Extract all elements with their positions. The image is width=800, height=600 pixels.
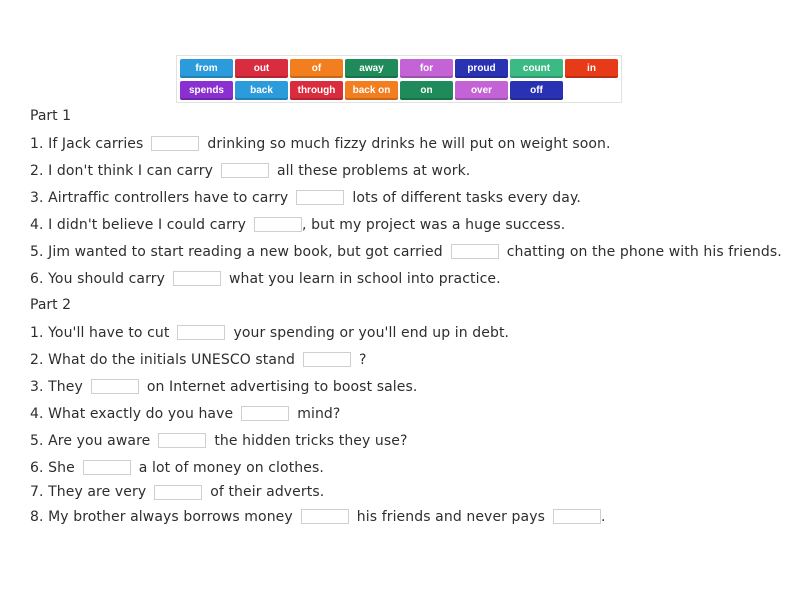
word-tile-back[interactable]: back [235, 81, 288, 100]
sentence-text: 2. What do the initials UNESCO stand [30, 351, 296, 368]
part1-sentence-1 [30, 130, 790, 157]
part2-sentence-5 [30, 427, 790, 454]
answer-gap[interactable] [296, 190, 344, 205]
word-bank [176, 55, 622, 103]
word-tile-count[interactable]: count [510, 59, 563, 78]
sentence-text: on Internet advertising to boost sales. [146, 378, 418, 395]
answer-gap[interactable] [301, 509, 349, 524]
word-tile-on[interactable]: on [400, 81, 453, 100]
sentence-text: 5. Jim wanted to start reading a new book, but got carried [30, 243, 443, 260]
part2-sentence-1 [30, 319, 790, 346]
word-tile-over[interactable]: over [455, 81, 508, 100]
sentence-text: the hidden tricks they use? [214, 432, 408, 449]
sentence-text: 7. They are very [30, 484, 147, 500]
sentence-text: drinking so much fizzy drinks he will put on weight soon. [207, 135, 611, 152]
word-tile-off[interactable]: off [510, 81, 563, 100]
sentence-text: 2. I don't think I can carry [30, 162, 213, 179]
part1-sentence-5 [30, 238, 790, 265]
sentence-text: mind? [297, 405, 341, 422]
word-tile-proud[interactable]: proud [455, 59, 508, 78]
word-tile-of[interactable]: of [290, 59, 343, 78]
part2-sentence-6 [30, 454, 790, 481]
part1-sentence-4 [30, 211, 790, 238]
word-tile-from[interactable]: from [180, 59, 233, 78]
part2-sentence-8 [30, 503, 790, 530]
answer-gap[interactable] [154, 485, 202, 500]
answer-gap[interactable] [303, 352, 351, 367]
answer-gap[interactable] [83, 460, 131, 475]
sentence-text: 1. You'll have to cut [30, 324, 170, 341]
sentence-text: what you learn in school into practice. [228, 270, 501, 287]
word-tile-in[interactable]: in [565, 59, 618, 78]
part1-heading: Part 1 [30, 108, 71, 124]
word-tile-spends[interactable]: spends [180, 81, 233, 100]
sentence-text: 6. She [30, 459, 75, 476]
part1-sentence-2 [30, 157, 790, 184]
sentence-text: 4. I didn't believe I could carry [30, 216, 247, 233]
sentence-text: 5. Are you aware [30, 432, 151, 449]
sentence-text: a lot of money on clothes. [138, 459, 324, 476]
word-tile-back-on[interactable]: back on [345, 81, 398, 100]
sentence-text: 3. Airtraffic controllers have to carry [30, 189, 289, 206]
sentence-text: of their adverts. [210, 484, 325, 500]
exercise-content [30, 103, 790, 530]
part1-sentence-3 [30, 184, 790, 211]
part1-sentence-6 [30, 265, 790, 292]
answer-gap[interactable] [91, 379, 139, 394]
sentence-text: ? [359, 351, 367, 368]
answer-gap[interactable] [158, 433, 206, 448]
word-tile-out[interactable]: out [235, 59, 288, 78]
answer-gap[interactable] [254, 217, 302, 232]
word-tile-through[interactable]: through [290, 81, 343, 100]
sentence-text: all these problems at work. [277, 162, 471, 179]
sentence-text: 4. What exactly do you have [30, 405, 234, 422]
part2-sentence-4 [30, 400, 790, 427]
part2-heading: Part 2 [30, 297, 71, 313]
word-tile-away[interactable]: away [345, 59, 398, 78]
sentence-text: , but my project was a huge success. [302, 216, 566, 233]
sentence-text: 1. If Jack carries [30, 135, 144, 152]
answer-gap[interactable] [221, 163, 269, 178]
answer-gap[interactable] [173, 271, 221, 286]
part2-sentence-3 [30, 373, 790, 400]
sentence-text: 3. They [30, 378, 83, 395]
sentence-text: your spending or you'll end up in debt. [233, 324, 510, 341]
answer-gap[interactable] [451, 244, 499, 259]
sentence-text: his friends and never pays [356, 508, 546, 525]
answer-gap[interactable] [177, 325, 225, 340]
sentence-text: 6. You should carry [30, 270, 165, 287]
sentence-text: lots of different tasks every day. [352, 189, 581, 206]
sentence-text: chatting on the phone with his friends. [506, 243, 782, 260]
answer-gap[interactable] [241, 406, 289, 421]
word-tile-for[interactable]: for [400, 59, 453, 78]
answer-gap[interactable] [553, 509, 601, 524]
sentence-text: 8. My brother always borrows money [30, 508, 293, 525]
sentence-text: . [601, 508, 606, 525]
answer-gap[interactable] [151, 136, 199, 151]
part2-sentence-7 [30, 481, 790, 503]
part2-sentence-2 [30, 346, 790, 373]
